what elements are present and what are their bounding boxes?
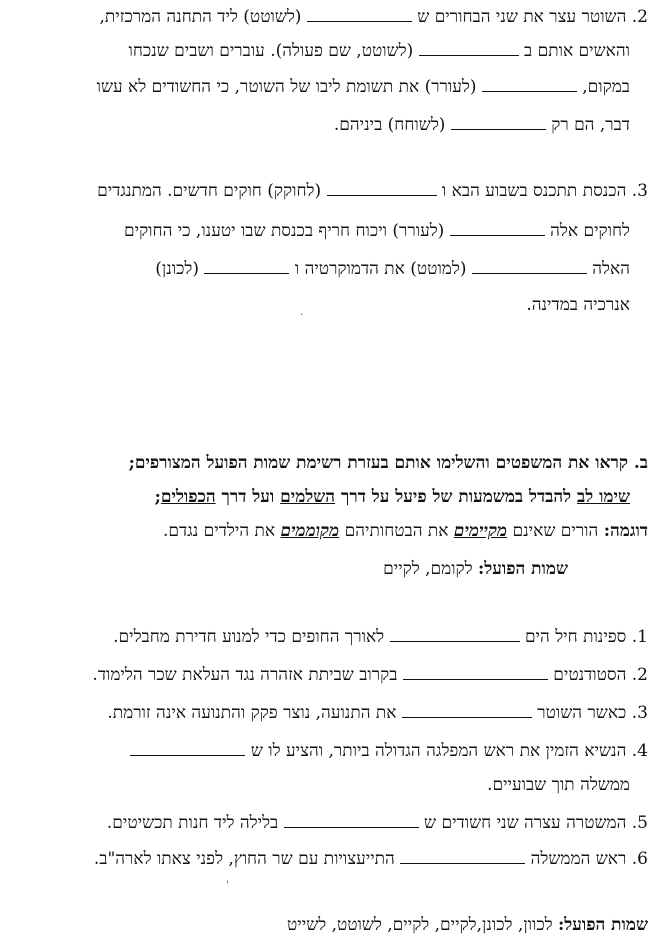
q3-text: (למוטט) את הדמוקרטיה ו xyxy=(294,259,467,279)
q2-blank-2[interactable] xyxy=(419,40,519,56)
item-5 xyxy=(6,812,648,834)
note-text: ; xyxy=(154,487,161,507)
scan-speck: ‧ xyxy=(300,310,304,321)
q2-blank-1[interactable] xyxy=(307,6,412,22)
q2-number: 2. xyxy=(631,7,648,27)
item-text: ראש הממשלה xyxy=(530,849,627,869)
item-number: 3. xyxy=(631,703,648,723)
note-double-form: הכפולים xyxy=(160,487,216,507)
item-text: התייעצויות עם שר החוץ, לפני צאתו לארה"ב. xyxy=(93,849,395,869)
q3-line-3 xyxy=(6,258,630,280)
item-text: ממשלה תוך שבועיים. xyxy=(487,775,630,795)
q2-line-1 xyxy=(6,6,648,28)
verbs-list: לכוון, לכונן,לקיים, לקיים, לשוטט, לשייט xyxy=(287,915,553,935)
example-word: מקוממים xyxy=(280,521,340,541)
example-line xyxy=(6,520,648,542)
item-text: בלילה ליד חנות תכשיטים. xyxy=(106,813,279,833)
example-text: את הילדים נגדם. xyxy=(162,521,276,541)
q2-text: דבר, הם רק xyxy=(551,115,630,135)
q3-line-1 xyxy=(6,180,648,202)
item-3-blank[interactable] xyxy=(402,702,532,718)
item-text: ספינות חיל הים xyxy=(524,627,627,647)
q2-blank-3[interactable] xyxy=(482,76,577,92)
example-word: מקיימים xyxy=(453,521,508,541)
item-4-blank[interactable] xyxy=(130,740,245,756)
q2-text: (לשוטט, שם פעולה). עוברים ושבים שנכחו xyxy=(128,41,414,61)
q3-line-2 xyxy=(6,220,630,242)
q3-blank-3[interactable] xyxy=(472,258,587,274)
item-6-blank[interactable] xyxy=(400,848,525,864)
item-6 xyxy=(6,848,648,870)
item-text: הנשיא הזמין את ראש המפלגה הגדולה ביותר, והציע לו ש xyxy=(250,741,627,761)
item-1 xyxy=(6,626,648,648)
q2-text: (לעורר) את תשומת ליבו של השוטר, כי החשודים לא עשו xyxy=(96,77,477,97)
item-number: 2. xyxy=(631,665,648,685)
q3-text: (לחוקק) חוקים חדשים. המתנגדים xyxy=(97,181,322,201)
verbs-list-line xyxy=(6,914,648,936)
note-attention: שימו לב xyxy=(577,487,630,507)
q3-number: 3. xyxy=(631,181,648,201)
item-text: המשטרה עצרה שני חשודים ש xyxy=(424,813,627,833)
note-text: להבדל במשמעות של פיעל על דרך xyxy=(341,487,572,507)
item-number: 6. xyxy=(631,849,648,869)
q2-text: (לשוטט) ליד התחנה המרכזית, xyxy=(99,7,302,27)
q3-text: (לעורר) ויכוח חריף בכנסת שבו יטענו, כי החוקים xyxy=(124,221,445,241)
q2-text: (לשוחח) ביניהם. xyxy=(333,115,446,135)
verbs-label: שמות הפועל: xyxy=(478,559,568,579)
note-complete-form: השלמים xyxy=(280,487,336,507)
exercise-b-note xyxy=(6,486,630,508)
example-verbs-line xyxy=(6,558,568,580)
example-text: הורים שאינם xyxy=(512,521,599,541)
q2-text: במקום, xyxy=(582,77,630,97)
item-text: כאשר השוטר xyxy=(537,703,627,723)
q3-blank-1[interactable] xyxy=(327,180,437,196)
item-number: 1. xyxy=(631,627,648,647)
q2-text: השוטר עצר את שני הבחורים ש xyxy=(417,7,627,27)
example-label: דוגמה: xyxy=(603,521,648,541)
exercise-b-label: ב. xyxy=(633,453,648,473)
item-text: הסטודנטים xyxy=(553,665,627,685)
item-1-blank[interactable] xyxy=(390,626,520,642)
example-text: את הבטחותיהם xyxy=(344,521,449,541)
q2-line-3 xyxy=(6,76,630,98)
item-number: 4. xyxy=(631,741,648,761)
item-number: 5. xyxy=(631,813,648,833)
q3-text: לחוקים אלה xyxy=(550,221,630,241)
item-3 xyxy=(6,702,648,724)
q2-blank-4[interactable] xyxy=(451,114,546,130)
item-text: בקרוב שביתת אזהרה נגד העלאת שכר הלימוד. xyxy=(92,665,398,685)
q3-text: הכנסת תתכנס בשבוע הבא ו xyxy=(441,181,627,201)
q2-line-4 xyxy=(6,114,630,136)
exercise-b-instruction-text: קראו את המשפטים והשלימו אותם בעזרת רשימת שמות הפועל המצורפים; xyxy=(128,453,628,473)
note-text: ועל דרך xyxy=(221,487,275,507)
q3-blank-2[interactable] xyxy=(450,220,545,236)
verbs-list-label: שמות הפועל: xyxy=(558,915,648,935)
item-2 xyxy=(6,664,648,686)
item-4 xyxy=(6,740,648,762)
scan-speck: ' xyxy=(226,880,229,891)
item-5-blank[interactable] xyxy=(284,812,419,828)
item-text: את התנועה, נוצר פקק והתנועה אינה זורמת. xyxy=(107,703,397,723)
q3-text: האלה xyxy=(592,259,630,279)
q2-line-2 xyxy=(6,40,630,62)
item-4-continued xyxy=(6,774,630,796)
q2-text: והאשים אותם ב xyxy=(524,41,630,61)
q3-text: (לכונן) xyxy=(155,259,199,279)
exercise-b-instruction xyxy=(6,452,648,474)
q3-text: אנרכיה במדינה. xyxy=(526,295,630,315)
q3-blank-4[interactable] xyxy=(204,258,289,274)
item-2-blank[interactable] xyxy=(403,664,548,680)
q3-line-4 xyxy=(6,294,630,316)
verbs-example: לקומם, לקיים xyxy=(383,559,473,579)
item-text: לאורך החופים כדי למנוע חדירת מחבלים. xyxy=(113,627,385,647)
